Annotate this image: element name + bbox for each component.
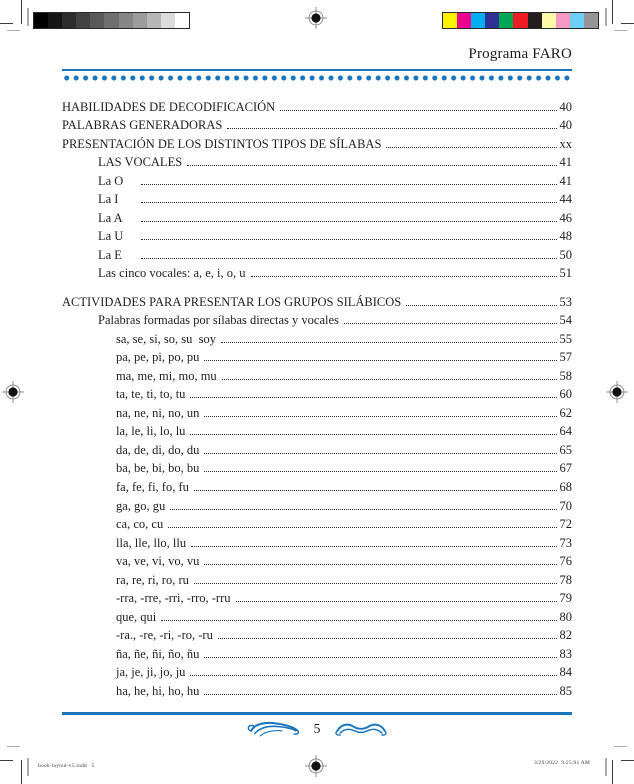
toc-entry-page: 51 [559,266,572,281]
toc-entry [62,384,572,403]
toc-entry-page: 41 [559,155,572,170]
toc-entry-label: ja, je, ji, jo, ju [116,665,186,680]
toc-entry [62,606,572,625]
toc-entry-page: 84 [559,665,572,680]
toc-entry [62,115,572,134]
toc-entry-label: La O [98,173,124,188]
toc-entry [62,310,572,329]
color-bar [442,12,599,29]
color-swatch [133,13,147,28]
dot-leader [222,379,557,380]
toc-entry-page: 65 [559,442,572,457]
dot-leader [190,397,556,398]
toc-entry-label: ña, ñe, ñi, ño, ñu [116,646,200,661]
toc-entry-page: 79 [559,591,572,606]
toc-entry-page: 48 [559,229,572,244]
dot-leader [141,258,557,259]
toc-entry [62,207,572,226]
toc-entry-page: 58 [559,368,572,383]
toc-entry [62,495,572,514]
toc-entry [62,291,572,310]
toc-entry-label: -ra., -re, -ri, -ro, -ru [116,628,213,643]
flourish-left-icon [244,719,302,739]
toc-entry [62,421,572,440]
toc-entry-page: 82 [559,628,572,643]
dot-leader [204,564,556,565]
dot-leader [344,323,557,324]
toc-entry-label: -rra, -rre, -rri, -rro, -rru [116,591,231,606]
color-swatch [513,13,527,28]
toc-entry-label: va, ve, vi, vo, vu [116,554,200,569]
toc-entry-page: 64 [559,424,572,439]
toc-entry [62,402,572,421]
color-swatch [556,13,570,28]
dot-leader [251,276,557,277]
toc-entry-page: 70 [559,498,572,513]
toc-entry-label: na, ne, ni, no, un [116,405,200,420]
toc-entry-page: 46 [559,210,572,225]
toc-entry [62,514,572,533]
toc-entry-page: 40 [559,118,572,133]
toc-entry-page: 60 [559,387,572,402]
color-swatch [528,13,542,28]
color-swatch [161,13,175,28]
toc-entry [62,96,572,115]
dot-leader [141,221,557,222]
header-rule [62,69,572,71]
color-swatch [147,13,161,28]
footer [0,719,634,739]
page-header-title: Programa FARO [468,46,572,62]
color-swatch [104,13,118,28]
dot-leader [204,416,556,417]
toc-list [62,96,572,699]
toc-entry-label: La U [98,229,124,244]
color-swatch [542,13,556,28]
dot-leader [194,490,557,491]
toc-entry [62,226,572,245]
dot-leader [280,110,556,111]
registration-mark-right-icon [606,381,628,403]
toc-entry-label: la, le, li, lo, lu [116,424,186,439]
color-swatch [485,13,499,28]
dot-leader [204,453,556,454]
toc-entry-page: 73 [559,535,572,550]
toc-entry-label: La E [98,247,122,262]
dot-leader [141,184,557,185]
toc-entry-page: 44 [559,192,572,207]
color-swatch [48,13,62,28]
toc-entry-label: ACTIVIDADES PARA PRESENTAR LOS GRUPOS SILÁBICOS [62,294,402,309]
color-swatch [175,13,189,28]
toc-entry [62,551,572,570]
toc-entry-label: fa, fe, fi, fo, fu [116,479,189,494]
toc-entry-label: ta, te, ti, to, tu [116,387,186,402]
dot-leader [194,583,557,584]
toc-entry [62,347,572,366]
color-swatch [119,13,133,28]
color-swatch [584,13,598,28]
registration-mark-bottom-icon [305,755,327,777]
toc-entry-label: LAS VOCALES [98,155,183,170]
toc-entry [62,170,572,189]
dot-leader [236,601,557,602]
dot-leader [221,342,556,343]
toc-entry-label: Palabras formadas por sílabas directas y vocales [98,313,339,328]
color-swatch [443,13,457,28]
toc-entry-page: 67 [559,461,572,476]
toc-entry [62,244,572,263]
toc-entry [62,439,572,458]
toc-entry-label: ma, me, mi, mo, mu [116,368,217,383]
dot-leader [406,305,556,306]
toc-entry-page: 57 [559,350,572,365]
toc-entry [62,680,572,699]
color-swatch [76,13,90,28]
toc-entry-page: 76 [559,554,572,569]
dot-leader [190,675,556,676]
slug-filename: book-layout-v5.indd 5 [38,763,95,769]
flourish-right-icon [332,719,390,739]
toc-entry-page: 80 [559,609,572,624]
toc-entry-label: PRESENTACIÓN DE LOS DISTINTOS TIPOS DE SÍLABAS [62,136,382,151]
toc-entry [62,532,572,551]
toc-entry-page: 68 [559,479,572,494]
color-swatch [34,13,48,28]
color-swatch [471,13,485,28]
slug-timestamp: 3/29/2022 9:25:01 AM [534,760,590,766]
toc-entry-label: ga, go, gu [116,498,166,513]
toc-entry-label: sa, se, si, so, su soy [116,331,217,346]
registration-mark-left-icon [2,381,24,403]
dot-leader [204,471,556,472]
toc-entry-label: lla, lle, llo, llu [116,535,187,550]
toc-entry [62,189,572,208]
dot-leader [141,239,557,240]
dot-leader [227,128,556,129]
color-swatch [62,13,76,28]
dot-leader [187,165,556,166]
toc-entry-page: 55 [559,331,572,346]
toc-entry-page: 54 [559,313,572,328]
dot-leader [168,527,556,528]
dot-leader [204,657,556,658]
color-swatch [499,13,513,28]
dot-leader [204,694,556,695]
toc-entry-label: ba, be, bi, bo, bu [116,461,200,476]
page-number: 5 [313,721,321,736]
color-swatch [90,13,104,28]
toc-entry-page: 83 [559,646,572,661]
dot-leader [204,360,556,361]
toc-entry [62,263,572,282]
toc-entry-label: La A [98,210,123,225]
color-swatch [457,13,471,28]
toc-entry-label: ra, re, ri, ro, ru [116,572,189,587]
toc-entry [62,133,572,152]
footer-rule [62,712,572,715]
toc-entry-page: 62 [559,405,572,420]
toc-entry [62,569,572,588]
dot-leader [386,147,556,148]
toc-entry-label: ca, co, cu [116,517,164,532]
toc-entry-page: 40 [559,99,572,114]
grayscale-bar [33,12,190,29]
toc-entry-label: da, de, di, do, du [116,442,200,457]
toc-entry-label: La I [98,192,119,207]
toc-entry-page: 50 [559,247,572,262]
dot-leader [161,620,556,621]
toc-entry-page: 53 [559,294,572,309]
dot-leader [218,638,557,639]
header-dotted-border [62,73,573,83]
dot-leader [191,546,556,547]
toc-entry [62,662,572,681]
toc-entry-label: ha, he, hi, ho, hu [116,684,200,698]
dot-leader [141,202,557,203]
toc-entry-label: Las cinco vocales: a, e, i, o, u [98,266,246,281]
toc-entry-page: 78 [559,572,572,587]
color-swatch [570,13,584,28]
dot-leader [170,509,556,510]
toc-entry [62,588,572,607]
registration-mark-top-icon [305,7,327,29]
toc-entry [62,328,572,347]
toc-entry-label: pa, pe, pi, po, pu [116,350,200,365]
toc-entry [62,625,572,644]
toc-entry-page: 41 [559,173,572,188]
dot-leader [190,434,556,435]
toc-entry-page: 72 [559,517,572,532]
toc-entry [62,458,572,477]
toc-entry [62,152,572,171]
toc-entry-page: 85 [559,684,572,698]
toc-entry-label: que, qui [116,609,157,624]
toc-entry-label: PALABRAS GENERADORAS [62,118,223,133]
toc-entry-label: HABILIDADES DE DECODIFICACIÓN [62,99,276,114]
toc-entry [62,643,572,662]
toc-entry-page: xx [559,136,572,151]
toc-entry [62,365,572,384]
toc-entry [62,476,572,495]
